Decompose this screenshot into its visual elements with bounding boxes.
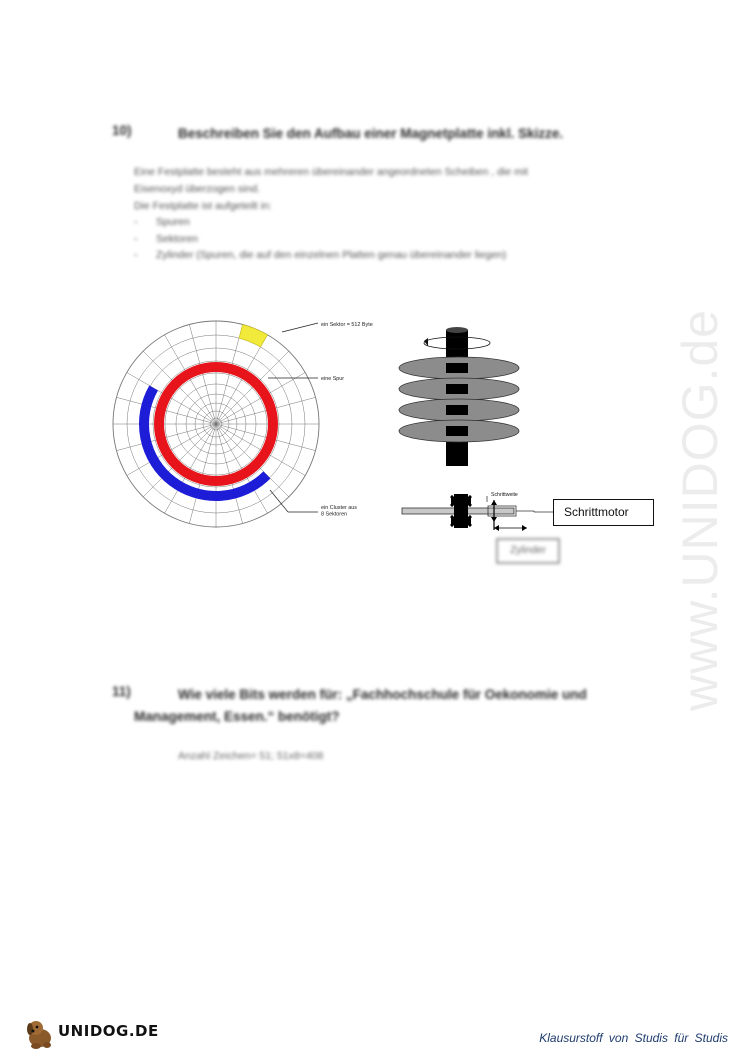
question-title: Beschreiben Sie den Aufbau einer Magnetplatte inkl. Skizze.: [178, 126, 564, 141]
list-item: - Sektoren: [134, 231, 614, 248]
label-cluster: ein Cluster aus 8 Sektoren: [321, 505, 357, 518]
footer-tagline: Klausurstoff von Studis für Studis: [539, 1031, 728, 1045]
spindle-segment: [446, 405, 468, 415]
question-title: Wie viele Bits werden für: „Fachhochschule für Oekonomie und: [178, 687, 587, 702]
head-assembly: [402, 492, 553, 531]
question-title-line2: Management, Essen.“ benötigt?: [134, 709, 340, 724]
list-item: - Zylinder (Spuren, die auf den einzelnen Platten genau übereinander liegen): [134, 247, 614, 264]
cylinder-box: Zylinder: [496, 538, 560, 564]
answer-text: Anzahl Zeichen= 51; 51x8=408: [178, 750, 324, 762]
logo-text: UNIDOG.DE: [58, 1022, 159, 1040]
list-item: - Spuren: [134, 214, 614, 231]
spindle-segment: [446, 363, 468, 373]
label-track: eine Spur: [321, 376, 345, 382]
paragraph-line: Die Festplatte ist aufgeteilt in:: [134, 200, 272, 212]
label-step: Schrittweite: [491, 492, 518, 498]
question-number: 11): [112, 684, 131, 699]
dog-icon: [22, 1016, 58, 1052]
platter-top-view: [113, 321, 319, 527]
spindle-segment: [446, 384, 468, 394]
watermark: www.UNIDOG.de: [672, 309, 728, 711]
paragraph-line: Eisenoxyd überzogen sind.: [134, 183, 261, 195]
stepper-motor-box: Schrittmotor: [553, 499, 654, 526]
question-11-heading: [112, 684, 652, 728]
platter-stack-side-view: [399, 327, 519, 466]
spindle-segment: [446, 426, 468, 436]
unidog-logo: [22, 1016, 162, 1052]
question-number: 10): [112, 123, 132, 138]
paragraph-line: Eine Festplatte besteht aus mehreren übereinander angeordneten Scheiben , die mit: [134, 166, 529, 178]
label-sector: ein Sektor = 512 Byte: [321, 322, 373, 328]
